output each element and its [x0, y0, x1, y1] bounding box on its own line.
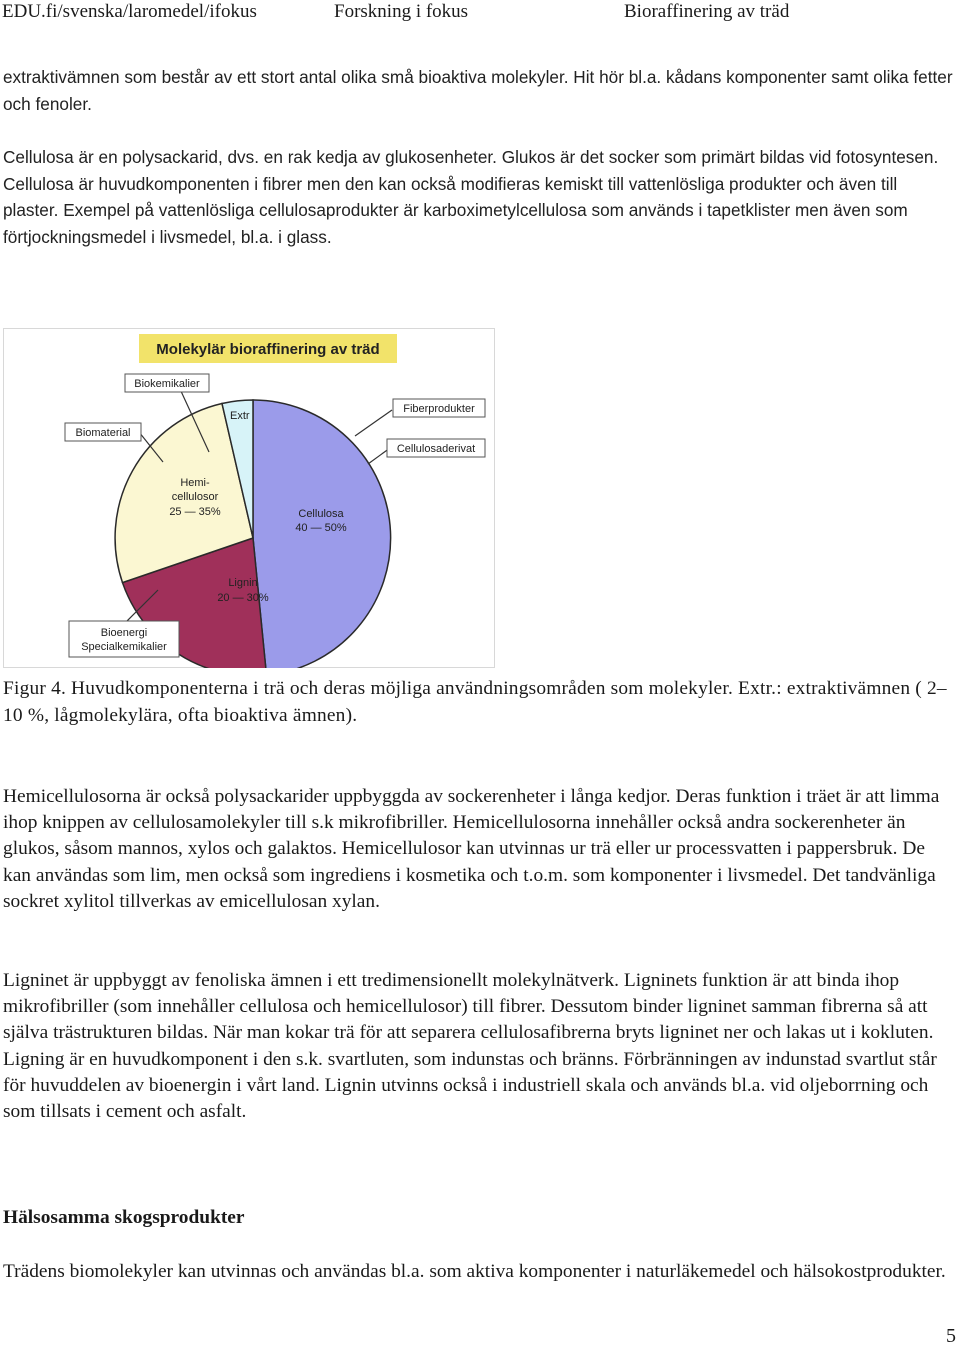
paragraph-extraktiv: extraktivämnen som består av ett stort antal olika små bioaktiva molekyler. Hit hör bl.a. kådans komponenter samt olika fetter och fenoler. — [3, 67, 953, 114]
label-lignin-name: Lignin — [228, 577, 258, 589]
header-path: EDU.fi/svenska/laromedel/ifokus — [2, 1, 257, 22]
label-cellulosa-range: 40 — 50% — [295, 522, 347, 534]
label-cellulosaderivat: Cellulosaderivat — [396, 443, 476, 455]
header-topic: Bioraffinering av träd — [624, 1, 790, 22]
section-heading: Hälsosamma skogsprodukter — [3, 1207, 245, 1228]
figure-title: Molekylär bioraffinering av träd — [156, 341, 380, 358]
label-specialkemikalier: Specialkemikalier — [81, 641, 167, 653]
figure-caption: Figur 4. Huvudkomponenterna i trä och deras möjliga användningsområden som molekyler. Extr.: extraktivämnen ( 2–10 %, lågmolekylära, ofta bioaktiva ämnen). — [3, 678, 947, 726]
page-header — [0, 0, 960, 30]
paragraph-cellulosa: Cellulosa är en polysackarid, dvs. en rak kedja av glukosenheter. Glukos är det socker som primärt bildas vid fotosyntesen. Cellulosa är huvudkomponenten i fibrer men den kan också modifieras kemiskt till vattenlösliga produkter och även till plaster. Exempel på vattenlösliga cellulosaprodukter är karboximetylcellulosa som används i tapetklister men även som förtjockningsmedel i livsmedel, bl.a. i glass. — [3, 147, 939, 247]
page-number: 5 — [946, 1325, 956, 1347]
paragraph-hemicellulosor: Hemicellulosorna är också polysackarider uppbyggda av sockerenheter i långa kedjor. Deras funktion i träet är att limma ihop knippen av cellulosamolekyler till s.k mikrofibriller. Hemicellulosorna innehåller också andra sockerenheter än glukos, såsom mannos, xylos och galaktos. Hemicellulosor kan utvinnas ur trä eller ur processvatten i pappersbruk. De kan användas som lim, men också som ingrediens i kosmetika och t.o.m. som komponenter i livsmedel. Det tandvänliga sockret xylitol tillverkas av emicellulosan xylan. — [3, 786, 940, 912]
label-biomaterial: Biomaterial — [75, 427, 131, 439]
label-hemi-1: Hemi- — [180, 477, 210, 489]
wood-components-figure — [3, 328, 495, 668]
paragraph-halsa: Trädens biomolekyler kan utvinnas och användas bl.a. som aktiva komponenter i naturläkemedel och hälsokostprodukter. — [3, 1261, 946, 1282]
label-lignin-range: 20 — 30% — [217, 592, 269, 604]
label-fiberprodukter: Fiberprodukter — [403, 403, 475, 415]
wood-components-diagram — [3, 328, 495, 668]
label-hemi-range: 25 — 35% — [169, 506, 221, 518]
label-cellulosa-name: Cellulosa — [298, 508, 344, 520]
label-bioenergi: Bioenergi — [100, 627, 148, 639]
paragraph-lignin: Ligninet är uppbyggt av fenoliska ämnen i ett tredimensionellt molekylnätverk. Ligninets funktion är att binda ihop mikrofibriller (som innehåller cellulosa och hemicellulosor) till fibrer. Dessutom binder ligninet samman fibrerna så att själva trästrukturen bildas. När man kokar trä för att separera cellulosafibrerna bryts ligninet ner och lakas ut i kokluten. Ligning är en huvudkomponent i den s.k. svartluten, som indunstas och bränns. Förbränningen av indunstad svartlut står för huvuddelen av bioenergin i vårt land. Lignin utvinns också i industriell skala och används bl.a. vid oljeborrning och som tillsats i cement och asfalt. — [3, 970, 937, 1123]
label-hemi-2: cellulosor — [171, 491, 219, 503]
label-extr: Extr — [230, 410, 250, 422]
label-biokemikalier: Biokemikalier — [134, 378, 200, 390]
header-section: Forskning i fokus — [334, 1, 469, 22]
